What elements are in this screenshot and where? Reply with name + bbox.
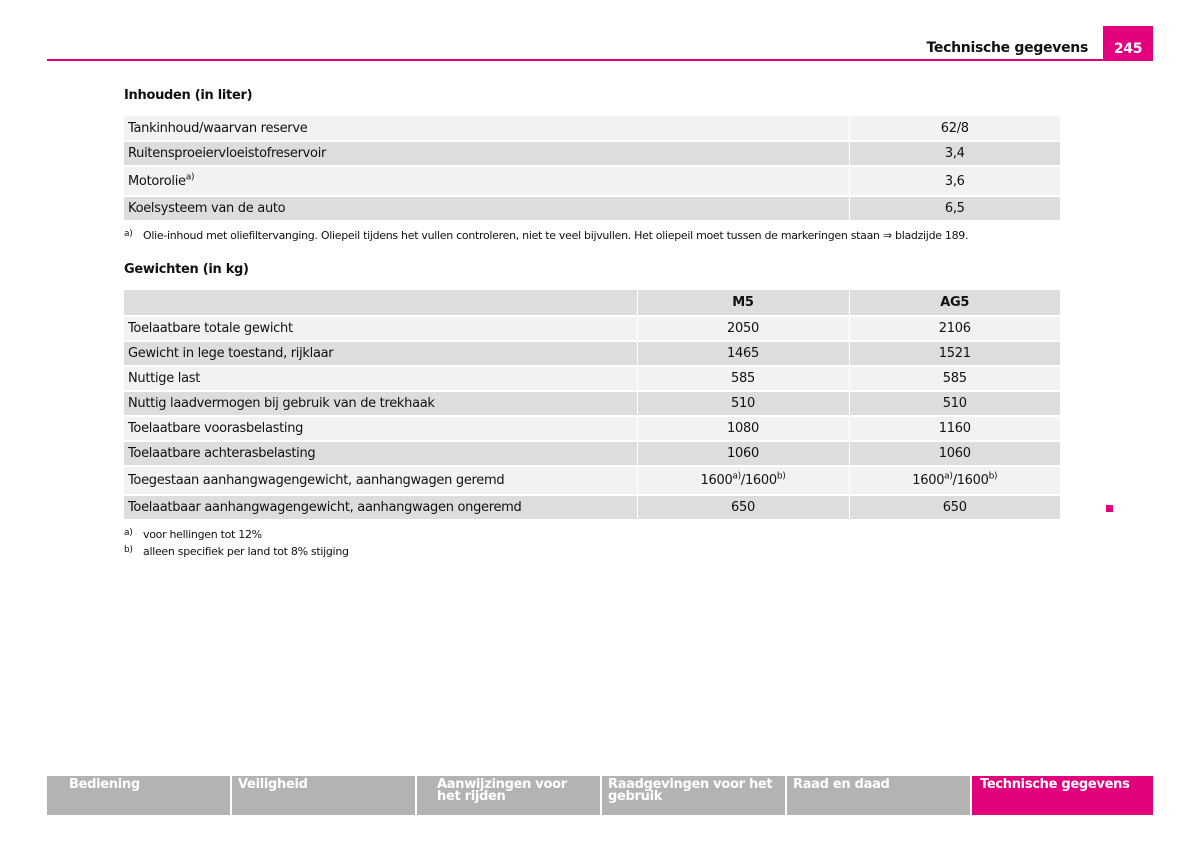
row-label: Toelaatbare totale gewicht	[124, 316, 637, 341]
header-empty-cell	[124, 290, 637, 316]
m5-value: 650	[637, 495, 849, 520]
row-label: Nuttig laadvermogen bij gebruik van de trekhaak	[124, 391, 637, 416]
m5-value: 585	[637, 366, 849, 391]
row-value: 6,5	[849, 196, 1060, 221]
value-country: 1600	[744, 473, 777, 488]
row-label: Nuttige last	[124, 366, 637, 391]
m5-value: 1465	[637, 341, 849, 366]
value-separator: /	[740, 473, 745, 488]
footnote-ref: b)	[776, 471, 786, 482]
row-value: 3,4	[849, 141, 1060, 166]
row-label: Tankinhoud/waarvan reserve	[124, 116, 849, 141]
row-label: Toegestaan aanhangwagengewicht, aanhangwagen geremd	[124, 466, 637, 495]
table-row	[124, 166, 1060, 196]
contents-heading: Inhouden (in liter)	[124, 88, 253, 103]
m5-value	[637, 466, 849, 495]
row-label: Toelaatbaar aanhangwagengewicht, aanhangwagen ongeremd	[124, 495, 637, 520]
row-label: Gewicht in lege toestand, rijklaar	[124, 341, 637, 366]
value-country: 1600	[956, 473, 989, 488]
nav-tab-bediening[interactable]: Bediening	[47, 776, 232, 815]
ag5-value: 1060	[849, 441, 1060, 466]
nav-tab-aanwijzingen[interactable]: Aanwijzingen voor het rijden	[417, 776, 602, 815]
weights-heading: Gewichten (in kg)	[124, 262, 249, 277]
ag5-value: 585	[849, 366, 1060, 391]
weights-table	[124, 290, 1060, 521]
row-label-text: Motorolie	[128, 173, 186, 189]
table-row	[124, 441, 1060, 466]
footnote	[124, 545, 349, 558]
footnote-mark: a)	[124, 528, 133, 538]
table-row	[124, 495, 1060, 520]
row-label	[124, 166, 849, 196]
table-row	[124, 196, 1060, 221]
table-row	[124, 316, 1060, 341]
table-row	[124, 466, 1060, 495]
footnote-ref: a)	[944, 471, 953, 482]
ag5-value: 510	[849, 391, 1060, 416]
footnote-text: Olie-inhoud met oliefiltervanging. Oliepeil tijdens het vullen controleren, niet te veel bijvullen. Het oliepeil moet tussen de markeringen staan ⇒ bladzijde 189.	[143, 229, 969, 242]
column-header-ag5: AG5	[849, 290, 1060, 316]
footnote-ref: b)	[988, 471, 998, 482]
table-header-row	[124, 290, 1060, 316]
row-label: Ruitensproeiervloeistofreservoir	[124, 141, 849, 166]
chapter-nav	[47, 776, 1153, 815]
row-label: Koelsysteem van de auto	[124, 196, 849, 221]
column-header-m5: M5	[637, 290, 849, 316]
table-row	[124, 141, 1060, 166]
ag5-value: 650	[849, 495, 1060, 520]
row-label: Toelaatbare voorasbelasting	[124, 416, 637, 441]
row-value: 62/8	[849, 116, 1060, 141]
ag5-value: 1521	[849, 341, 1060, 366]
header-divider	[47, 59, 1153, 61]
table-row	[124, 366, 1060, 391]
table-row	[124, 416, 1060, 441]
page-header-title: Technische gegevens	[926, 40, 1088, 56]
value-braked: 1600	[700, 473, 733, 488]
footnote-ref: a)	[185, 172, 195, 183]
footnote	[124, 229, 968, 242]
m5-value: 1060	[637, 441, 849, 466]
footnote-text: alleen specifiek per land tot 8% stijging	[143, 545, 349, 558]
row-value: 3,6	[849, 166, 1060, 196]
footnote-mark: b)	[124, 545, 133, 555]
value-separator: /	[952, 473, 957, 488]
table-row	[124, 116, 1060, 141]
nav-tab-raadgevingen[interactable]: Raadgevingen voor het gebruik	[602, 776, 787, 815]
row-label: Toelaatbare achterasbelasting	[124, 441, 637, 466]
page-number: 245	[1103, 26, 1153, 60]
table-row	[124, 391, 1060, 416]
contents-table	[124, 116, 1060, 222]
nav-tab-veiligheid[interactable]: Veiligheid	[232, 776, 417, 815]
ag5-value: 1160	[849, 416, 1060, 441]
footnote-text: voor hellingen tot 12%	[143, 528, 262, 541]
section-end-marker	[1106, 505, 1113, 512]
footnote-ref: a)	[732, 471, 741, 482]
table-row	[124, 341, 1060, 366]
value-braked: 1600	[912, 473, 945, 488]
m5-value: 2050	[637, 316, 849, 341]
footnote-mark: a)	[124, 229, 133, 239]
footnote	[124, 528, 262, 541]
m5-value: 1080	[637, 416, 849, 441]
ag5-value	[849, 466, 1060, 495]
nav-tab-technische-gegevens[interactable]: Technische gegevens	[972, 776, 1153, 815]
ag5-value: 2106	[849, 316, 1060, 341]
nav-tab-raad-en-daad[interactable]: Raad en daad	[787, 776, 972, 815]
m5-value: 510	[637, 391, 849, 416]
